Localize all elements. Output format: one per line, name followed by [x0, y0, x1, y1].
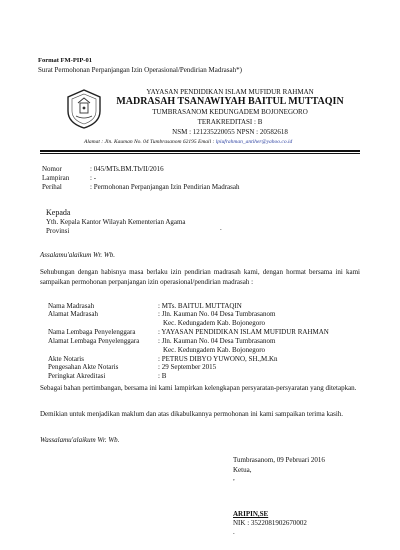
detail-label: Nama Madrasah: [48, 302, 95, 310]
detail-label: Nama Lembaga Penyelenggara: [48, 328, 136, 336]
paragraph-closing: Demikian untuk menjadikan maklum dan atas dikabulkannya permohonan ini kami sampaikan terima kasih.: [40, 410, 344, 418]
meta-label-lampiran: Lampiran: [42, 174, 70, 182]
header-rule-thick: [40, 150, 360, 152]
header-rule-thin: [40, 153, 360, 154]
meta-label-perihal: Perihal: [42, 183, 62, 191]
signature-end-mark: .: [233, 528, 235, 536]
detail-value: : Jln. Kauman No. 04 Desa Tumbrasanom: [158, 310, 276, 318]
detail-value: : B: [158, 372, 167, 380]
recipient-kepada: Kepada: [46, 208, 71, 217]
school-address: Alamat : Jln. Kauman No. 04 Tumbrasanom 62195 Email : lpiufrahman_antiher@yahoo.co.id: [84, 139, 293, 145]
meta-value-lampiran: : -: [90, 174, 97, 182]
greeting: Assalamu'alaikum Wr. Wb.: [40, 251, 115, 259]
detail-value: : Jln. Kauman No. 04 Desa Tumbrasanom: [158, 337, 276, 345]
detail-label: Akte Notaris: [48, 355, 84, 363]
accreditation: TERAKREDITASI : B: [197, 118, 263, 126]
recipient-yth: Yth. Kepala Kantor Wilayah Kementerian Agama: [46, 218, 186, 226]
detail-value: Kec. Kedungadem Kab. Bojonegoro: [163, 319, 266, 327]
school-ids: NSM : 121235220055 NPSN : 20582618: [172, 128, 288, 136]
detail-value: : YAYASAN PENDIDIKAN ISLAM MUFIDUR RAHMAN: [158, 328, 329, 336]
school-name: MADRASAH TSANAWIYAH BAITUL MUTTAQIN: [116, 96, 344, 107]
school-logo-icon: [66, 89, 102, 129]
detail-value: : 29 September 2015: [158, 363, 217, 371]
signature-place-date: Tumbrasanom, 09 Pebruari 2016: [233, 456, 325, 464]
meta-value-perihal: : Permohonan Perpanjangan Izin Pendirian Madrasah: [90, 183, 240, 191]
signature-nik: NIK : 3522081902670002: [233, 519, 307, 527]
detail-value: : MTs. BAITUL MUTTAQIN: [158, 302, 242, 310]
signature-role: Ketua,: [233, 466, 252, 474]
detail-value: : PETRUS DIBYO YUWONO, SH.,M.Kn: [158, 355, 278, 363]
recipient-provinsi: Provinsi: [46, 227, 70, 235]
recipient-dot: .: [220, 224, 222, 232]
detail-label: Pengesahan Akte Notaris: [48, 363, 119, 371]
email-link[interactable]: lpiufrahman_antiher@yahoo.co.id: [215, 139, 293, 145]
detail-label: Alamat Madrasah: [48, 310, 98, 318]
intro-paragraph: Sehubungan dengan habisnya masa berlaku izin pendirian madrasah kami, dengan hormat bersama ini kami sampaikan permohonan perpanjangan izin operasional/pendirian madrasah :: [40, 268, 360, 286]
paragraph-attachments: Sebagai bahan pertimbangan, bersama ini kami lampirkan kelengkapan persyaratan-persyaratan yang ditetapkan.: [40, 384, 357, 392]
format-subtitle: Surat Permohonan Perpanjangan Izin Operasional/Pendirian Madrasah*): [38, 66, 242, 74]
school-location: TUMBRASANOM KEDUNGADEM BOJONEGORO: [152, 108, 308, 116]
meta-value-nomor: : 045/MTs.BM.Tb/II/2016: [90, 165, 164, 173]
foundation-name: YAYASAN PENDIDIKAN ISLAM MUFIDUR RAHMAN: [146, 88, 314, 96]
closing-greeting: Wassalamu'alaikum Wr. Wb.: [40, 436, 120, 444]
meta-label-nomor: Nomor: [42, 165, 62, 173]
signature-name: ARIPIN,SE: [233, 510, 269, 518]
detail-label: Alamat Lembaga Penyelenggara: [48, 337, 140, 345]
format-code: Format FM-PIP-01: [38, 57, 92, 64]
signature-mark: ,: [233, 474, 235, 482]
detail-value: Kec. Kedungadem Kab. Bojonegoro: [163, 346, 266, 354]
detail-label: Peringkat Akreditasi: [48, 372, 106, 380]
